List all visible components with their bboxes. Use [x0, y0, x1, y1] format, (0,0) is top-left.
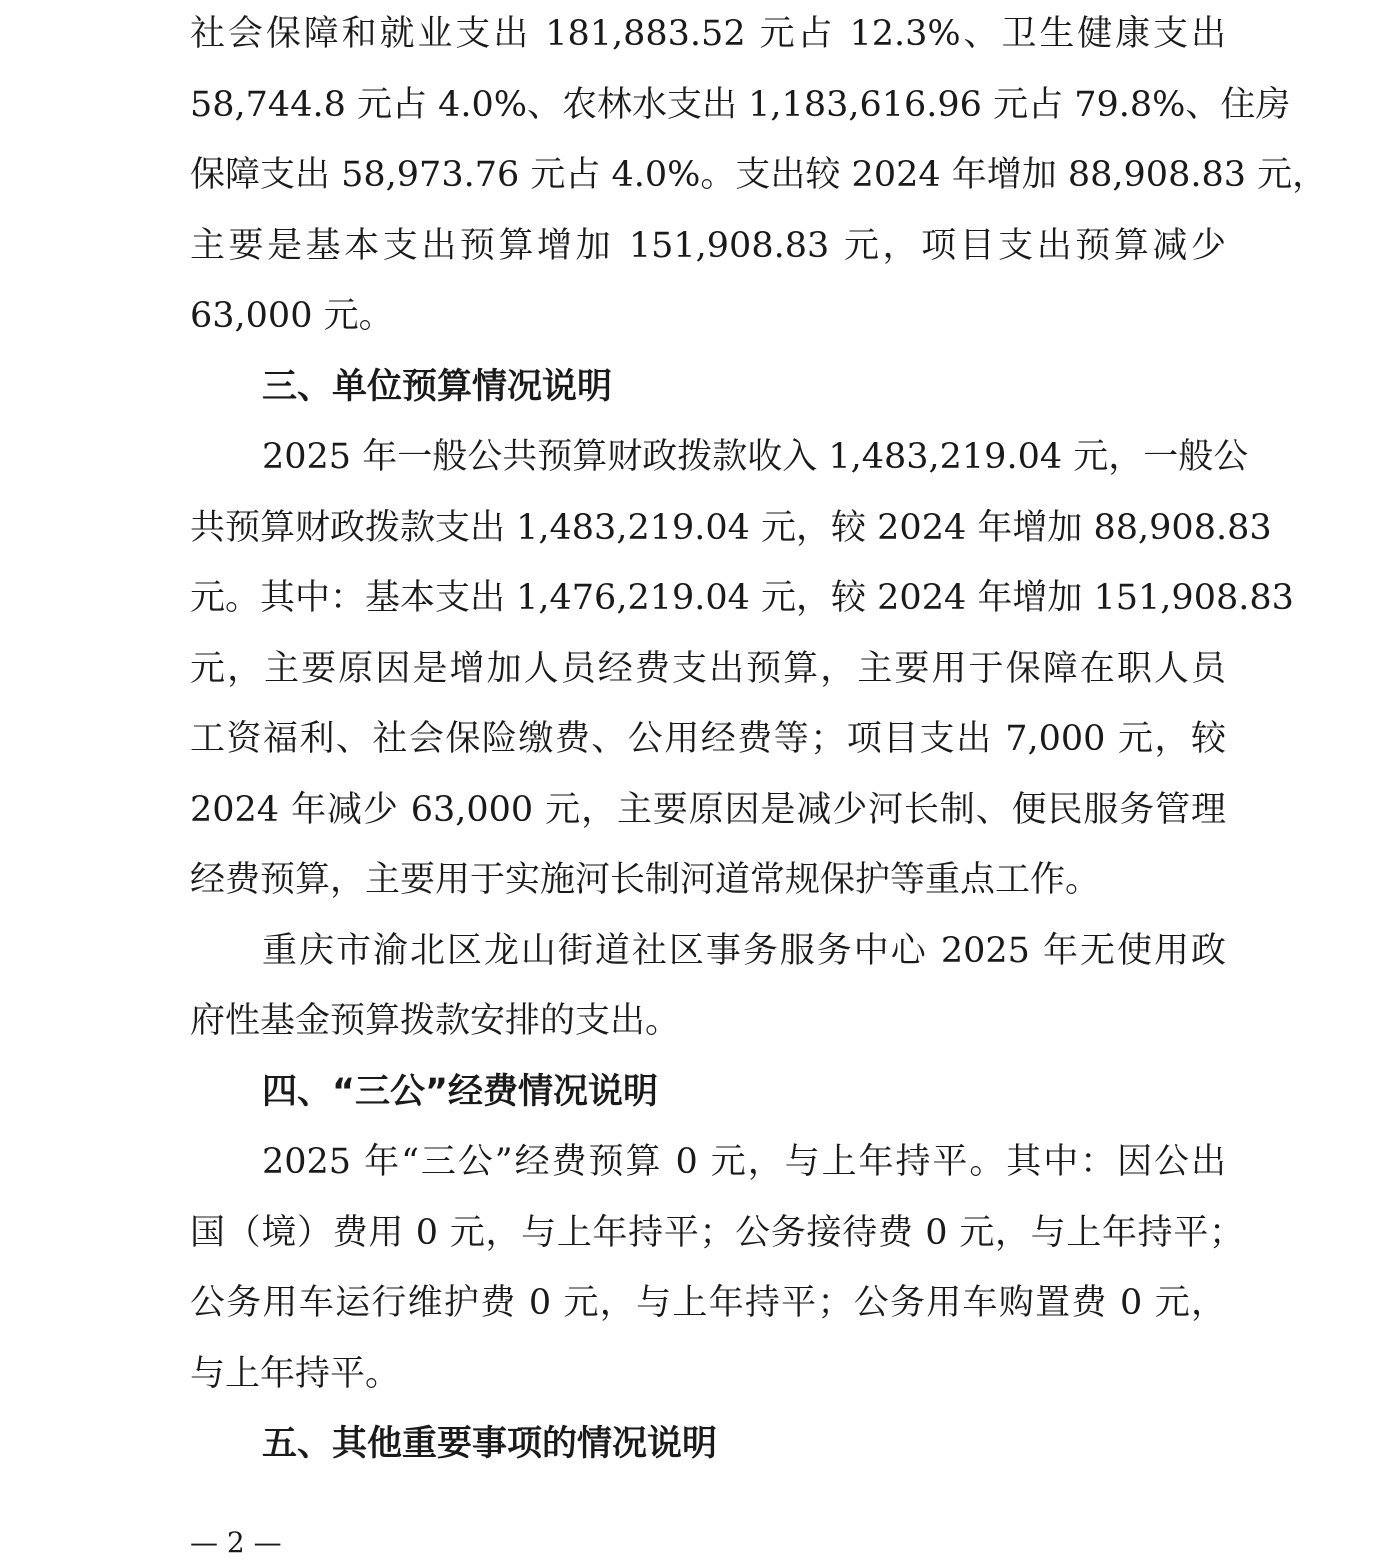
paragraph-line: 重庆市渝北区龙山街道社区事务服务中心 2025 年无使用政 — [262, 931, 1226, 971]
paragraph-line: 元，主要原因是增加人员经费支出预算，主要用于保障在职人员 — [190, 649, 1226, 689]
paragraph-line: 元。其中：基本支出 1,476,219.04 元，较 2024 年增加 151,908.83 — [190, 578, 1294, 618]
paragraph-line: 58,744.8 元占 4.0%、农林水支出 1,183,616.96 元占 79.8%、住房 — [190, 85, 1291, 125]
page-number: — 2 — — [190, 1526, 282, 1559]
paragraph-line: 公务用车运行维护费 0 元，与上年持平；公务用车购置费 0 元， — [190, 1283, 1226, 1323]
paragraph-line: 府性基金预算拨款安排的支出。 — [190, 1001, 681, 1041]
paragraph-line: 2024 年减少 63,000 元，主要原因是减少河长制、便民服务管理 — [190, 790, 1226, 830]
paragraph-line: 经费预算，主要用于实施河长制河道常规保护等重点工作。 — [190, 860, 1101, 900]
paragraph-line: 共预算财政拨款支出 1,483,219.04 元，较 2024 年增加 88,908.83 — [190, 508, 1272, 548]
paragraph-line: 2025 年“三公”经费预算 0 元，与上年持平。其中：因公出 — [262, 1142, 1226, 1182]
paragraph-line: 63,000 元。 — [190, 296, 394, 336]
paragraph-line: 2025 年一般公共预算财政拨款收入 1,483,219.04 元，一般公 — [262, 437, 1249, 477]
paragraph-line: 与上年持平。 — [190, 1354, 401, 1394]
paragraph-line: 国（境）费用 0 元，与上年持平；公务接待费 0 元，与上年持平； — [190, 1213, 1244, 1253]
section-heading-other-matters: 五、其他重要事项的情况说明 — [262, 1424, 718, 1464]
paragraph-line: 社会保障和就业支出 181,883.52 元占 12.3%、卫生健康支出 — [190, 14, 1226, 54]
paragraph-line: 主要是基本支出预算增加 151,908.83 元，项目支出预算减少 — [190, 226, 1226, 266]
paragraph-line: 工资福利、社会保险缴费、公用经费等；项目支出 7,000 元，较 — [190, 719, 1226, 759]
section-heading-unit-budget: 三、单位预算情况说明 — [262, 367, 613, 407]
section-heading-three-public-expenses: 四、“三公”经费情况说明 — [262, 1072, 659, 1112]
paragraph-line: 保障支出 58,973.76 元占 4.0%。支出较 2024 年增加 88,908.83 元， — [190, 155, 1328, 195]
